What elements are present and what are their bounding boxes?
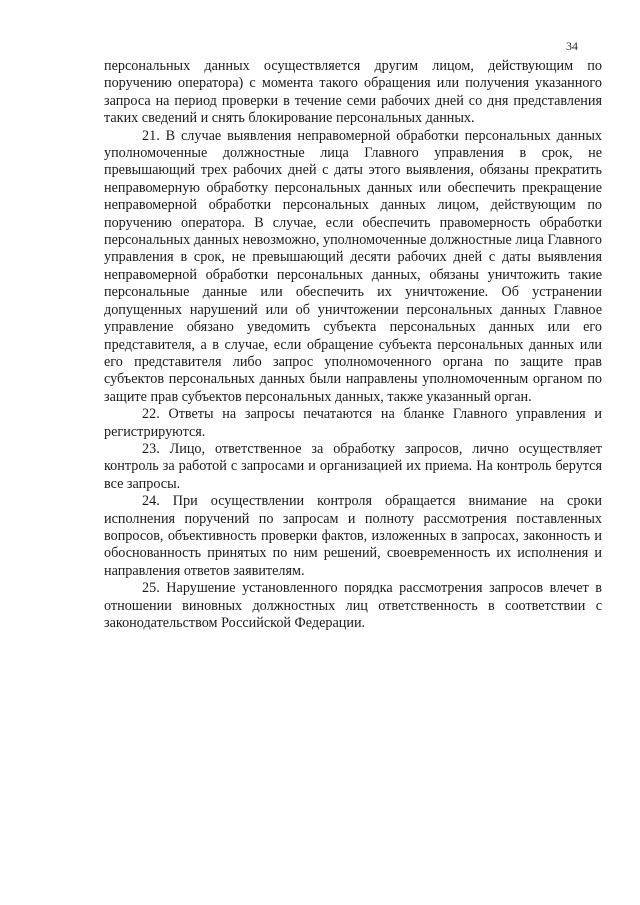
paragraph-22: 22. Ответы на запросы печатаются на бланке Главного управления и регистрируются.	[104, 406, 602, 440]
paragraph-continuation: персональных данных осуществляется другим лицом, действующим по поручению оператора) с момента такого обращения или получения указанного запроса на период проверки в течение семи рабочих дней со дня представления таких сведений и снять блокирование персональных данных.	[104, 58, 602, 127]
document-body	[104, 58, 602, 632]
page-number: 34	[566, 39, 578, 53]
paragraph-25: 25. Нарушение установленного порядка рассмотрения запросов влечет в отношении виновных должностных лиц ответственность в соответствии с законодательством Российской Федерации.	[104, 580, 602, 631]
paragraph-21: 21. В случае выявления неправомерной обработки персональных данных уполномоченные должностные лица Главного управления в срок, не превышающий трех рабочих дней с даты этого выявления, обязаны прекратить неправомерную обработку персональных данных или обеспечить прекращение неправомерной обработки персональных данных лицом, действующим по поручению оператора. В случае, если обеспечить правомерность обработки персональных данных невозможно, уполномоченные должностные лица Главного управления в срок, не превышающий десяти рабочих дней с даты выявления неправомерной обработки персональных данных, обязаны уничтожить такие персональные данные или обеспечить их уничтожение. Об устранении допущенных нарушений или об уничтожении персональных данных Главное управление обязано уведомить субъекта персональных данных или его представителя, а в случае, если обращение субъекта персональных данных или его представителя либо запрос уполномоченного органа по защите прав субъектов персональных данных были направлены уполномоченным органом по защите прав субъектов персональных данных, также указанный орган.	[104, 127, 602, 405]
paragraph-24: 24. При осуществлении контроля обращается внимание на сроки исполнения поручений по запросам и полноту рассмотрения поставленных вопросов, объективность проверки фактов, изложенных в запросах, законность и обоснованность принятых по ним решений, своевременность их исполнения и направления ответов заявителям.	[104, 493, 602, 579]
paragraph-23: 23. Лицо, ответственное за обработку запросов, лично осуществляет контроль за работой с запросами и организацией их приема. На контроль берутся все запросы.	[104, 440, 602, 492]
